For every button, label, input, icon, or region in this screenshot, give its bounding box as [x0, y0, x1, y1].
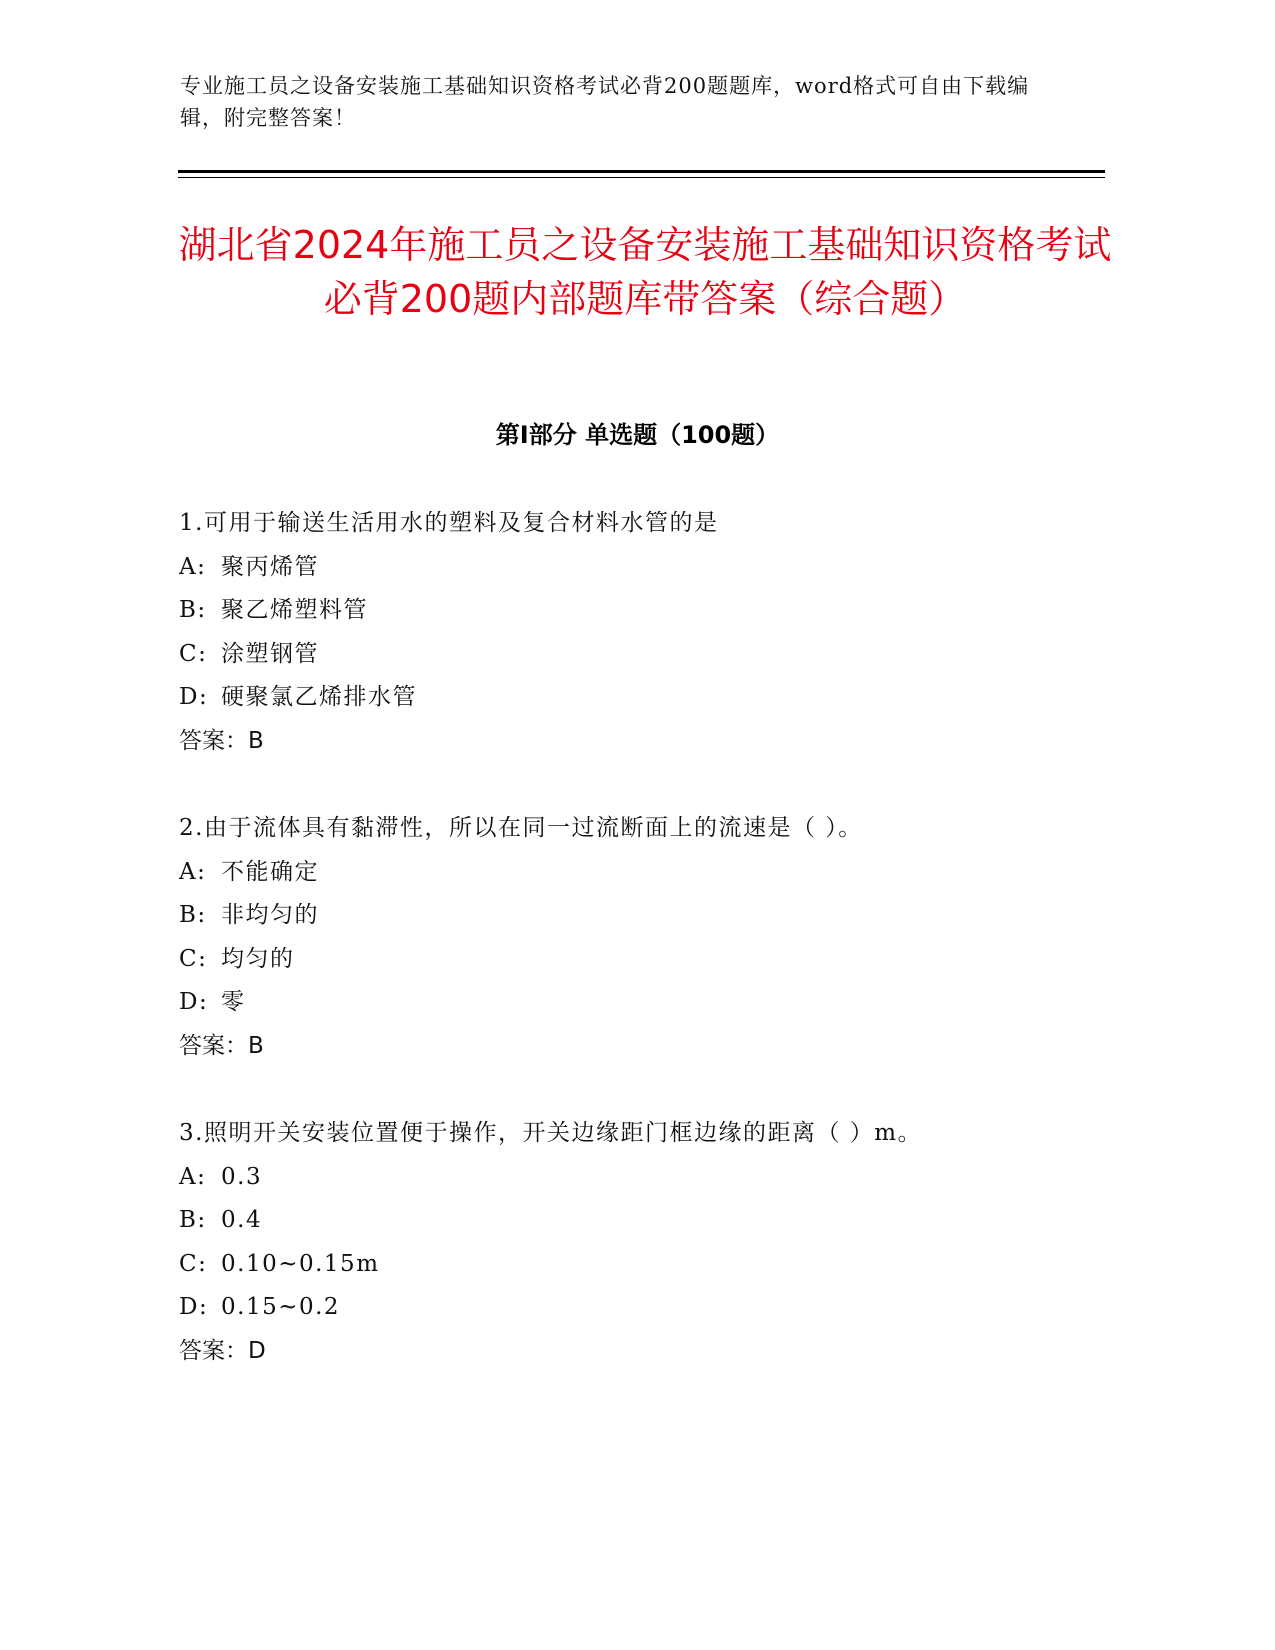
question-list [179, 502, 1139, 1417]
header-note: 专业施工员之设备安装施工基础知识资格考试必背200题题库，word格式可自由下载编辑，附完整答案！ [180, 74, 1030, 130]
option-text: 0.4 [221, 1207, 263, 1233]
option-key: B: [179, 902, 207, 928]
option-b [179, 589, 1139, 633]
option-key: D: [179, 989, 209, 1015]
option-text: 均匀的 [221, 945, 295, 972]
option-a [179, 1156, 1139, 1200]
option-text: 硬聚氯乙烯排水管 [221, 684, 417, 710]
option-d [179, 981, 1139, 1025]
option-key: A: [179, 553, 207, 580]
option-key: A: [179, 1163, 207, 1190]
option-text: 涂塑钢管 [221, 640, 319, 667]
option-text: 聚乙烯塑料管 [221, 597, 368, 623]
question-stem: 3.照明开关安装位置便于操作，开关边缘距门框边缘的距离（ ）m。 [179, 1120, 923, 1146]
option-text: 0.15~0.2 [221, 1294, 341, 1320]
option-a [179, 851, 1139, 895]
question-stem: 2.由于流体具有黏滞性，所以在同一过流断面上的流速是（ ）。 [179, 815, 863, 841]
option-b [179, 1199, 1139, 1243]
option-text: 零 [221, 989, 246, 1015]
question-stem: 1.可用于输送生活用水的塑料及复合材料水管的是 [179, 510, 719, 536]
question-3 [179, 1112, 1139, 1373]
answer-line: 答案：D [179, 1337, 266, 1364]
option-d [179, 676, 1139, 720]
option-text: 聚丙烯管 [221, 553, 319, 580]
option-key: C: [179, 640, 208, 667]
option-text: 0.3 [221, 1163, 263, 1190]
option-key: B: [179, 1207, 207, 1233]
option-key: A: [179, 858, 207, 885]
option-text: 0.10~0.15m [221, 1250, 380, 1277]
option-b [179, 894, 1139, 938]
option-d [179, 1286, 1139, 1330]
option-text: 非均匀的 [221, 902, 319, 928]
header-divider-thick [178, 170, 1105, 173]
option-key: C: [179, 1250, 208, 1277]
option-key: C: [179, 945, 208, 972]
option-key: D: [179, 1294, 209, 1320]
answer-line: 答案：B [179, 727, 264, 754]
question-2 [179, 807, 1139, 1068]
section-title: 第I部分 单选题（100题） [495, 421, 780, 449]
option-c [179, 1243, 1139, 1287]
option-text: 不能确定 [221, 858, 319, 885]
header-divider-thin [178, 177, 1105, 178]
question-1 [179, 502, 1139, 763]
option-key: D: [179, 684, 209, 710]
option-c [179, 938, 1139, 982]
option-a [179, 546, 1139, 590]
document-title: 湖北省2024年施工员之设备安装施工基础知识资格考试必背200题内部题库带答案（综合题） [178, 223, 1112, 321]
option-c [179, 633, 1139, 677]
option-key: B: [179, 597, 207, 623]
answer-line: 答案：B [179, 1032, 264, 1059]
